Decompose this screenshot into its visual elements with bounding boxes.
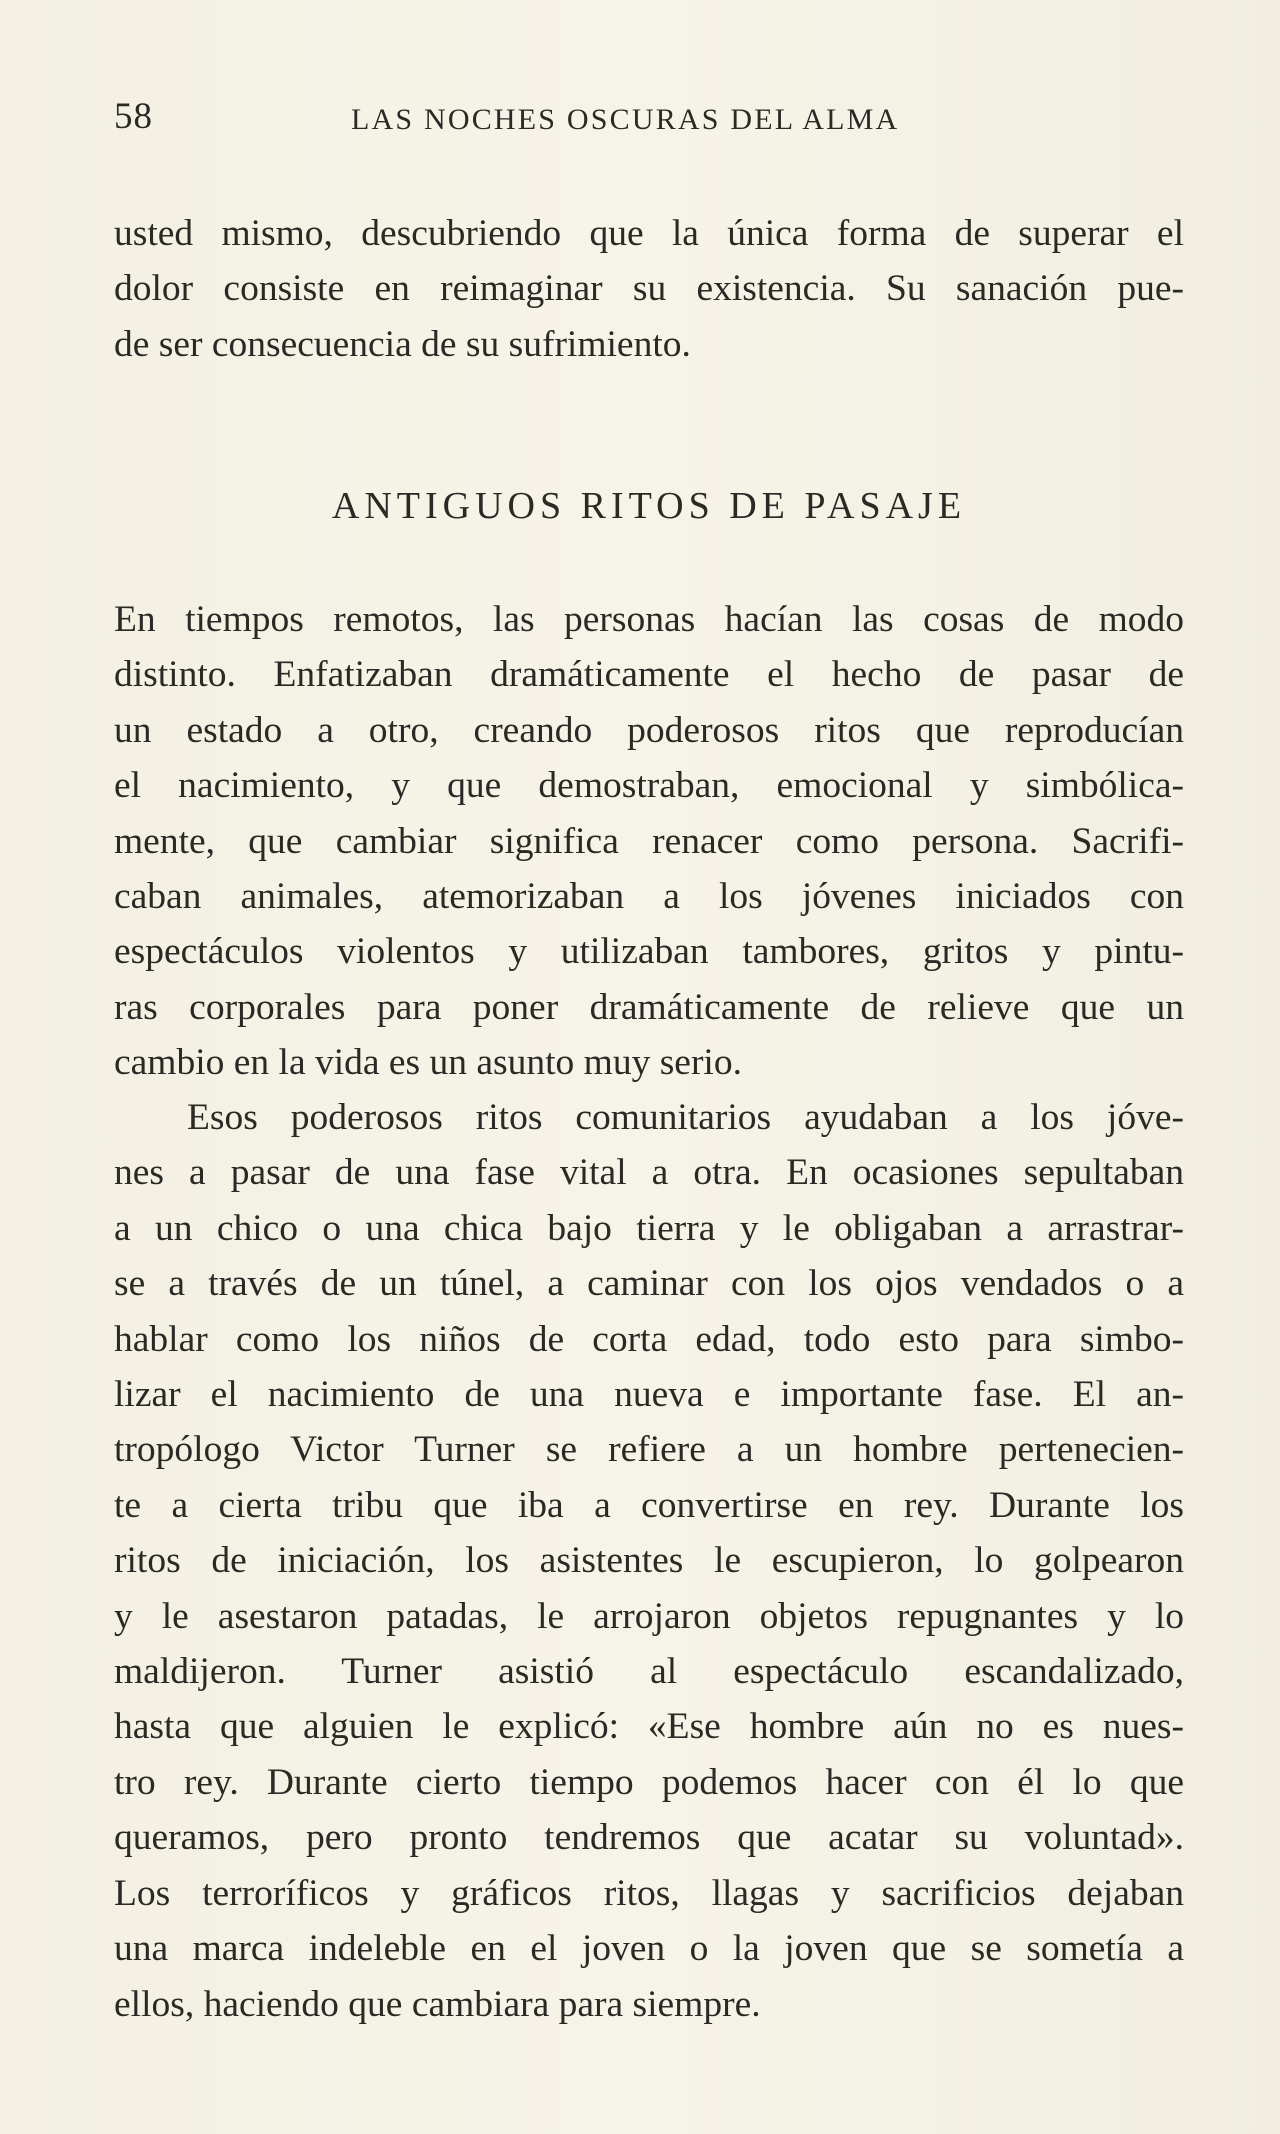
running-title: LAS NOCHES OSCURAS DEL ALMA — [351, 103, 900, 136]
text-line: a un chico o una chica bajo tierra y le obligaban a arrastrar- — [114, 1207, 1184, 1249]
text-line: nes a pasar de una fase vital a otra. En ocasiones sepultaban — [114, 1152, 1184, 1194]
section-heading: ANTIGUOS RITOS DE PASAJE — [331, 485, 967, 527]
text-line: usted mismo, descubriendo que la única forma de superar el — [114, 213, 1184, 254]
text-line: cambio en la vida es un asunto muy serio. — [114, 1042, 742, 1084]
text-line: se a través de un túnel, a caminar con los ojos vendados o a — [114, 1263, 1184, 1305]
text-line: ras corporales para poner dramáticamente de relieve que un — [114, 986, 1184, 1028]
text-line: hablar como los niños de corta edad, todo esto para simbo- — [114, 1318, 1184, 1360]
text-line: de ser consecuencia de su sufrimiento. — [114, 323, 691, 365]
paragraph-intro — [114, 206, 1184, 372]
text-line: maldijeron. Turner asistió al espectáculo escandalizado, — [114, 1651, 1184, 1693]
text-line: hasta que alguien le explicó: «Ese hombre aún no es nues- — [114, 1706, 1184, 1748]
page-header — [114, 95, 1184, 145]
text-line: Los terroríficos y gráficos ritos, llagas y sacrificios dejaban — [114, 1872, 1184, 1914]
text-line: queramos, pero pronto tendremos que acatar su voluntad». — [114, 1817, 1184, 1859]
text-line: caban animales, atemorizaban a los jóvenes iniciados con — [114, 876, 1184, 918]
page-number: 58 — [114, 96, 153, 137]
text-line: el nacimiento, y que demostraban, emocional y simbólica- — [114, 765, 1184, 807]
text-line: una marca indeleble en el joven o la joven que se sometía a — [114, 1928, 1184, 1970]
text-line: Esos poderosos ritos comunitarios ayudaban a los jóve- — [187, 1097, 1184, 1138]
text-line: lizar el nacimiento de una nueva e importante fase. El an- — [114, 1374, 1184, 1416]
text-line: mente, que cambiar significa renacer como persona. Sacrifi- — [114, 820, 1184, 862]
text-line: y le asestaron patadas, le arrojaron objetos repugnantes y lo — [114, 1595, 1184, 1637]
text-line: te a cierta tribu que iba a convertirse en rey. Durante los — [114, 1484, 1184, 1526]
text-line: En tiempos remotos, las personas hacían las cosas de modo — [114, 599, 1184, 640]
text-line: espectáculos violentos y utilizaban tambores, gritos y pintu- — [114, 931, 1184, 973]
text-line: ritos de iniciación, los asistentes le escupieron, lo golpearon — [114, 1540, 1184, 1582]
text-line: ellos, haciendo que cambiara para siempre. — [114, 1983, 761, 2025]
text-line: tropólogo Victor Turner se refiere a un hombre pertenecien- — [114, 1429, 1184, 1471]
text-line: un estado a otro, creando poderosos ritos que reproducían — [114, 709, 1184, 751]
text-line: dolor consiste en reimaginar su existencia. Su sanación pue- — [114, 268, 1184, 310]
paragraph-ancient-rites — [114, 592, 1184, 1091]
text-line: tro rey. Durante cierto tiempo podemos hacer con él lo que — [114, 1761, 1184, 1803]
text-line: distinto. Enfatizaban dramáticamente el hecho de pasar de — [114, 654, 1184, 696]
paragraph-community-rites — [114, 1090, 1184, 2032]
